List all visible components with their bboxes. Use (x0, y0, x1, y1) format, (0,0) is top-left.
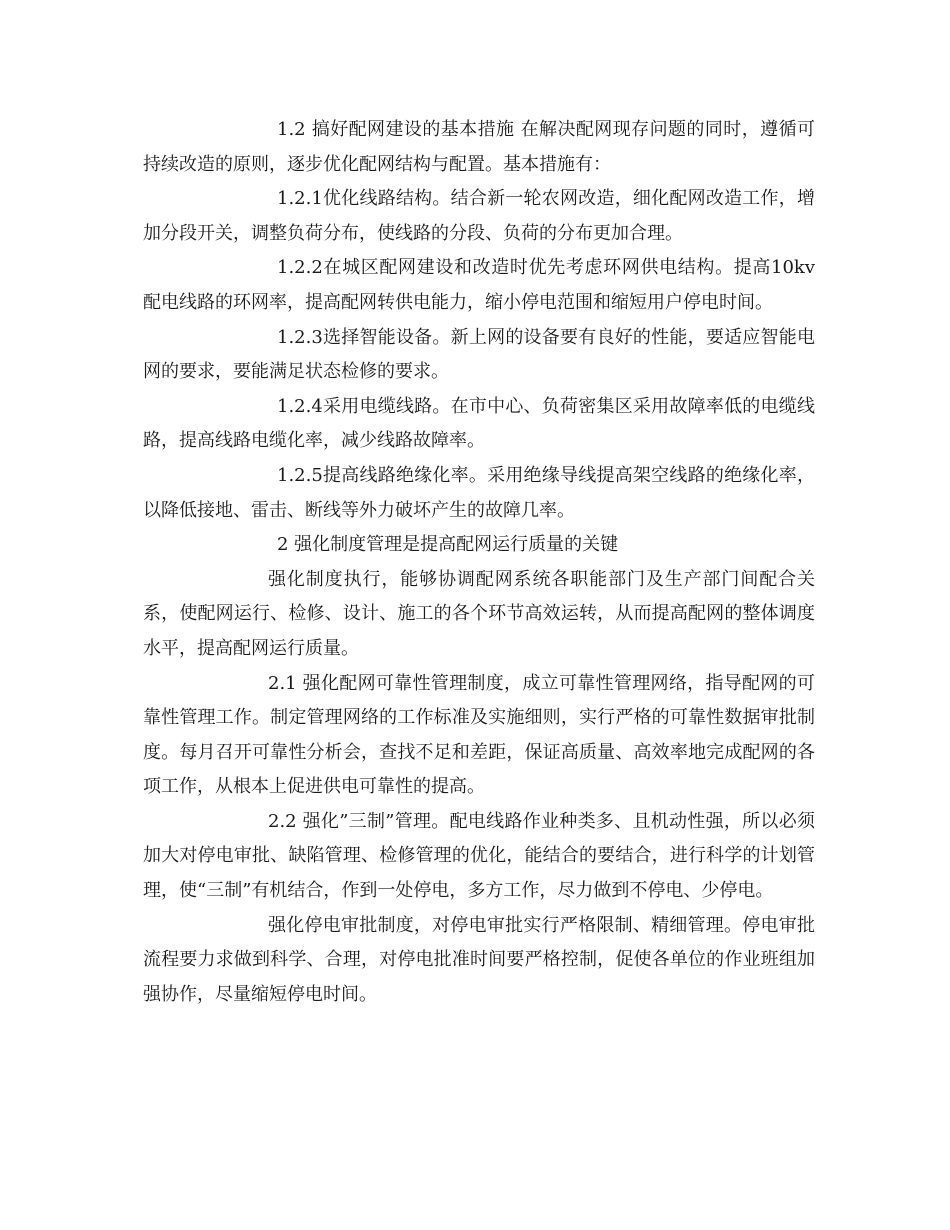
paragraph-1-2-4: 1.2.4采用电缆线路。在市中心、负荷密集区采用故障率低的电缆线路，提高线路电缆化率，减少线路故障率。 (143, 395, 815, 452)
paragraph-1-2-5: 1.2.5提高线路绝缘化率。采用绝缘导线提高架空线路的绝缘化率，以降低接地、雷击、断线等外力破坏产生的故障几率。 (143, 464, 815, 521)
paragraph-1-2-1: 1.2.1优化线路结构。结合新一轮农网改造，细化配网改造工作，增加分段开关，调整负荷分布，使线路的分段、负荷的分布更加合理。 (143, 188, 815, 244)
paragraph-1-2-heading: 1.2 搞好配网建设的基本措施 在解决配网现存问题的同时，遵循可持续改造的原则，逐步优化配网结构与配置。基本措施有： (143, 119, 815, 175)
paragraph-2-2: 2.2 强化”三制”管理。配电线路作业种类多、且机动性强，所以必须加大对停电审批、缺陷管理、检修管理的优化，能结合的要结合，进行科学的计划管理，使“三制”有机结合，作到一处停电，多方工作，尽力做到不停电、少停电。 (143, 810, 815, 902)
paragraph-2-1: 2.1 强化配网可靠性管理制度，成立可靠性管理网络，指导配网的可靠性管理工作。制定管理网络的工作标准及实施细则，实行严格的可靠性数据审批制度。每月召开可靠性分析会，查找不足和差距，保证高质量、高效率地完成配网的各项工作，从根本上促进供电可靠性的提高。 (143, 672, 815, 798)
document-body (143, 113, 815, 1012)
paragraph-1-2-2: 1.2.2在城区配网建设和改造时优先考虑环网供电结构。提高10kv配电线路的环网率，提高配网转供电能力，缩小停电范围和缩短用户停电时间。 (143, 257, 815, 313)
paragraph-section-2-intro: 强化制度执行，能够协调配网系统各职能部门及生产部门间配合关系，使配网运行、检修、设计、施工的各个环节高效运转，从而提高配网的整体调度水平，提高配网运行质量。 (143, 568, 815, 659)
section-2-heading: 2 强化制度管理是提高配网运行质量的关键 (277, 534, 619, 556)
paragraph-outage-approval: 强化停电审批制度，对停电审批实行严格限制、精细管理。停电审批流程要力求做到科学、合理，对停电批准时间要严格控制，促使各单位的作业班组加强协作，尽量缩短停电时间。 (143, 914, 815, 1005)
paragraph-1-2-3: 1.2.3选择智能设备。新上网的设备要有良好的性能，要适应智能电网的要求，要能满足状态检修的要求。 (143, 326, 815, 383)
